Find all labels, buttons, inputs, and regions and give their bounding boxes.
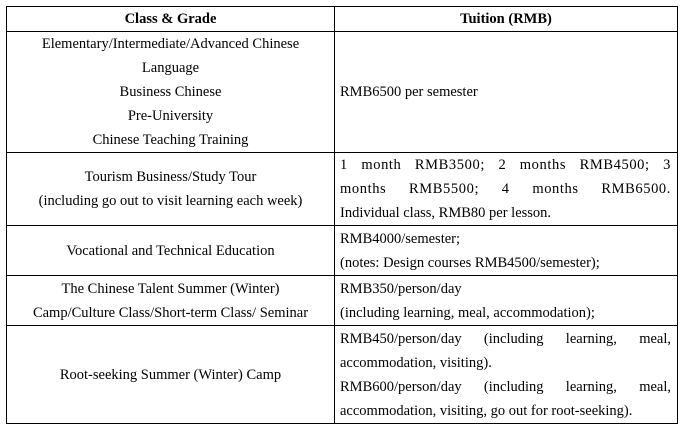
tuition-cell	[335, 276, 678, 326]
class-line: Vocational and Technical Education	[66, 242, 275, 259]
header-class-grade: Class & Grade	[7, 7, 335, 32]
tuition-line: (including learning, meal, accommodation);	[340, 304, 595, 321]
tuition-line: accommodation, visiting, go out for root-seeking).	[340, 402, 633, 419]
tuition-line: months RMB5500; 4 months RMB6500.	[340, 181, 671, 197]
tuition-line: RMB450/person/day (including learning, meal,	[340, 330, 671, 347]
class-line: Chinese Teaching Training	[92, 132, 249, 148]
class-grade-cell	[7, 326, 335, 424]
class-grade-cell	[7, 276, 335, 326]
class-line: Root-seeking Summer (Winter) Camp	[59, 366, 282, 383]
tuition-line: RMB600/person/day (including learning, meal,	[340, 378, 671, 395]
table-row	[7, 326, 678, 424]
class-line: Business Chinese	[119, 84, 222, 100]
class-line: The Chinese Talent Summer (Winter)	[61, 280, 280, 297]
tuition-line: RMB350/person/day	[340, 280, 462, 297]
class-line: Camp/Culture Class/Short-term Class/ Seminar	[32, 304, 309, 321]
table-row	[7, 276, 678, 326]
tuition-line: RMB4000/semester;	[340, 230, 461, 247]
tuition-line: RMB6500 per semester	[340, 84, 478, 100]
tuition-line: 1 month RMB3500; 2 months RMB4500; 3	[340, 157, 671, 173]
class-line: (including go out to visit learning each week)	[38, 193, 303, 209]
class-line: Language	[141, 60, 200, 76]
tuition-cell	[335, 226, 678, 276]
tuition-line: accommodation, visiting).	[340, 354, 492, 371]
table-row	[7, 226, 678, 276]
class-grade-cell	[7, 32, 335, 153]
class-line: Tourism Business/Study Tour	[84, 169, 257, 185]
header-tuition: Tuition (RMB)	[335, 7, 678, 32]
tuition-cell	[335, 326, 678, 424]
tuition-table	[6, 6, 678, 424]
header-row	[7, 7, 678, 32]
class-line: Pre-University	[127, 108, 214, 124]
tuition-line: (notes: Design courses RMB4500/semester);	[340, 254, 600, 271]
tuition-cell	[335, 153, 678, 226]
tuition-cell	[335, 32, 678, 153]
class-grade-cell	[7, 226, 335, 276]
table-row	[7, 32, 678, 153]
class-grade-cell	[7, 153, 335, 226]
table-row	[7, 153, 678, 226]
class-line: Elementary/Intermediate/Advanced Chinese	[41, 36, 300, 52]
tuition-line: Individual class, RMB80 per lesson.	[340, 205, 552, 221]
